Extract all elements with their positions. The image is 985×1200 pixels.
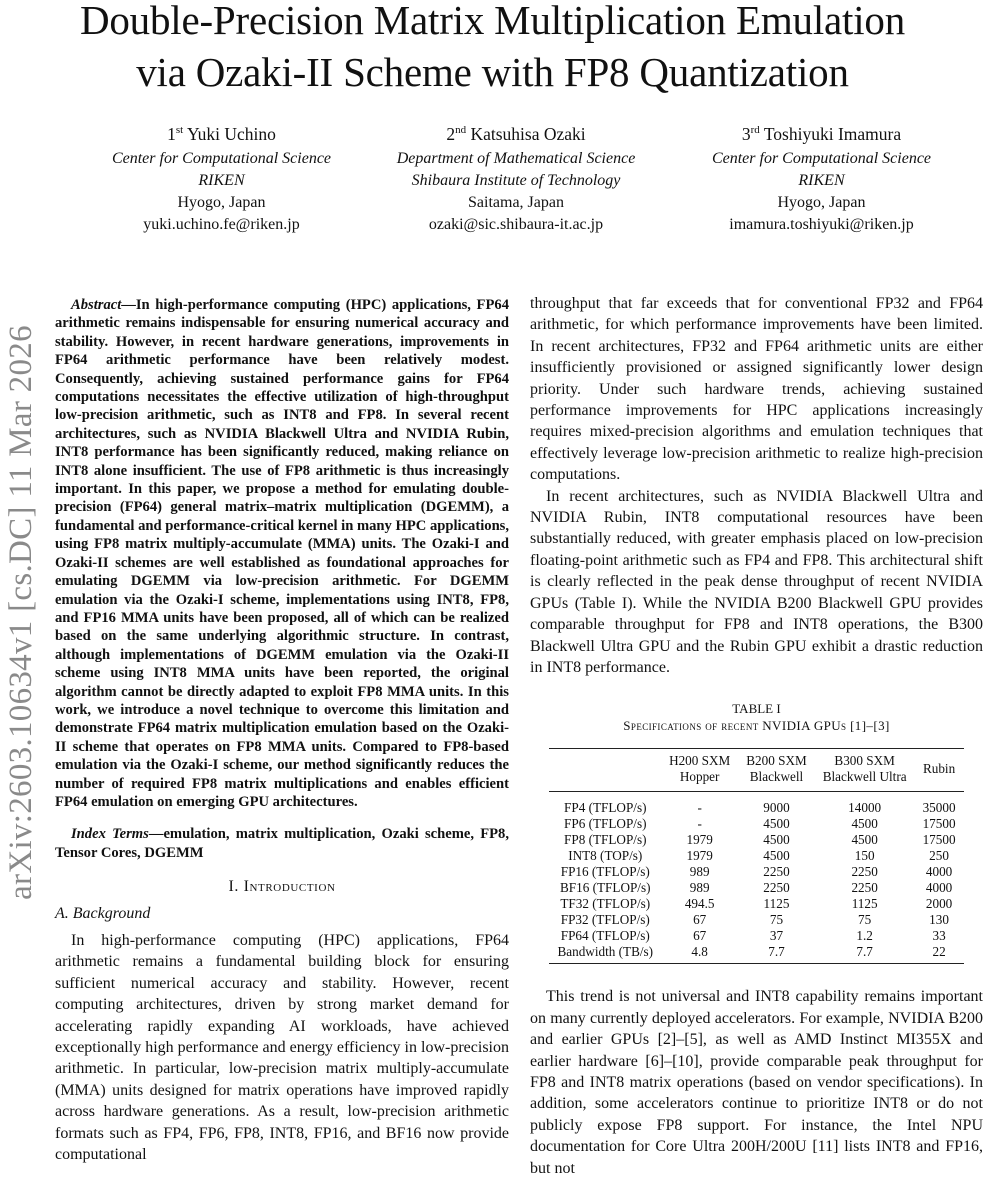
table-row-label: FP64 (TFLOP/s) [560, 928, 650, 944]
table-cell: 1979 [686, 832, 713, 848]
table-cell: 989 [689, 880, 710, 896]
table-row [549, 792, 963, 817]
table-cell: 989 [689, 864, 710, 880]
table-row [549, 864, 963, 880]
table-row-label: BF16 (TFLOP/s) [560, 880, 651, 896]
author-email: ozaki@sic.shibaura-it.ac.jp [428, 215, 604, 233]
author-3 [684, 116, 959, 236]
table-row-label: FP32 (TFLOP/s) [560, 912, 650, 928]
table-cell: - [697, 816, 702, 832]
table-row [549, 928, 963, 944]
author-name: Katsuhisa Ozaki [470, 123, 586, 144]
table-row [549, 944, 963, 964]
body-paragraph: In high-performance computing (HPC) applications, FP64 arithmetic remains a fundamental building block for ensuring sufficient numerical accuracy and stability. However, recent computing architectures, driven by strong market demand for accelerating rapidly expanding AI workloads, have achieved exceptionally high performance and energy efficiency in low-precision arithmetic. In particular, low-precision matrix multiply-accumulate (MMA) units designed for matrix operations have improved rapidly across hardware generations. As a result, low-precision arithmetic formats such as FP4, FP6, FP8, INT8, FP16, and BF16 now provide computational [55, 932, 509, 1164]
body-paragraph: In recent architectures, such as NVIDIA Blackwell Ultra and NVIDIA Rubin, INT8 computational resources have been substantially reduced, with greater emphasis placed on low-precision floating-point arithmetic such as FP4 and FP8. This architectural shift is clearly reflected in the peak dense throughput of recent NVIDIA GPUs (Table I). While the NVIDIA B200 Blackwell GPU provides comparable throughput for FP8 and INT8 operations, the B300 Blackwell Ultra GPU and the Rubin GPU exhibit a drastic reduction in INT8 performance. [530, 487, 983, 676]
table-cell: 75 [858, 912, 872, 928]
author-organization: Shibaura Institute of Technology [411, 171, 621, 189]
table-title: Specifications of recent NVIDIA GPUs [1]–[3] [623, 718, 890, 734]
arxiv-stamp [2, 288, 40, 936]
table-cell: 2250 [763, 880, 790, 896]
table-cell: 2250 [851, 864, 878, 880]
table-cell: 37 [769, 928, 784, 944]
specifications-table [549, 748, 963, 964]
body-paragraph: This trend is not universal and INT8 capability remains important on many currently deployed accelerators. For example, NVIDIA B200 and earlier GPUs [2]–[5], as well as AMD Instinct MI355X and earlier hardware [6]–[10], provide comparable peak throughput for FP8 and INT8 matrix operations (based on vendor specifications). In addition, some accelerators continue to prioritize INT8 or do not publicly expose FP8 support. For instance, the Intel NPU documentation for Core Ultra 200H/200U [11] lists INT8 and FP16, but not [530, 988, 983, 1177]
table-cell: 7.7 [856, 944, 873, 960]
table-cell: 130 [929, 912, 949, 928]
right-column [530, 293, 983, 1179]
index-terms-label: Index Terms [71, 826, 149, 843]
table-cell: 17500 [922, 832, 956, 848]
body-paragraph: throughput that far exceeds that for conventional FP32 and FP64 arithmetic, for which performance improvements have been limited. In recent architectures, FP32 and FP64 arithmetic units are either insufficiently provisioned or assigned significantly lower design priority. Under such hardware trends, achieving sustained performance improvements for HPC applications increasingly requires mixed-precision algorithms and emulation techniques that effectively leverage low-precision arithmetic to realize high-precision computations. [530, 295, 983, 484]
author-department: Center for Computational Science [111, 149, 332, 167]
table-cell: 4000 [925, 864, 953, 880]
table-header-cell: B300 SXM Blackwell Ultra [822, 753, 907, 785]
author-2 [366, 116, 666, 236]
author-ordinal: 1 [167, 123, 176, 144]
table-header-row [549, 749, 963, 792]
table-cell: 250 [929, 848, 949, 864]
table-cell: 1.2 [856, 928, 873, 944]
table-body [549, 792, 963, 964]
author-ordinal: 3 [741, 123, 751, 144]
table-cell: 17500 [922, 816, 956, 832]
table-cell: 4500 [763, 816, 790, 832]
author-email: imamura.toshiyuki@riken.jp [729, 215, 914, 233]
abstract-label: Abstract [71, 297, 122, 313]
abstract-text: —In high-performance computing (HPC) applications, FP64 arithmetic remains indispensable for ensuring numerical accuracy and stability. However, in recent hardware generations, improvements in FP64 arithmetic performance have been relatively modest. Consequently, achieving sustained performance gains for FP64 computations necessitates the effective utilization of high-throughput low-precision arithmetic, such as INT8 and FP8. In several recent architectures, such as NVIDIA Blackwell Ultra and NVIDIA Rubin, INT8 performance has been significantly reduced, making reliance on INT8 alone insufficient. The use of FP8 arithmetic is thus increasingly important. In this paper, we propose a method for emulating double-precision (FP64) general matrix–matrix multiplication (DGEMM), a fundamental and performance-critical kernel in many HPC applications, using FP8 matrix multiply-accumulate (MMA) units. The Ozaki-I and Ozaki-II schemes are well established as foundational approaches for emulating DGEMM via low-precision arithmetic. For DGEMM emulation via the Ozaki-I scheme, implementations using INT8, FP8, and FP16 MMA units have been proposed, all of which can be realized based on the same underlying algorithmic structure. In contrast, although implementations of DGEMM emulation via the Ozaki-II scheme using INT8 MMA units have been reported, the original algorithm cannot be directly adapted to exploit FP8 MMA units. In this work, we introduce a novel technique to overcome this limitation and demonstrate FP64 matrix multiplication emulation based on the Ozaki-II scheme that operates on FP8 MMA units. Compared to FP8-based emulation via the Ozaki-I scheme, our method significantly reduces the number of required FP8 matrix multiplications and enables efficient FP64 emulation on emerging GPU architectures. [55, 297, 510, 810]
table-cell: 4500 [763, 848, 790, 864]
author-email: yuki.uchino.fe@riken.jp [143, 215, 300, 233]
table-cell: 1979 [686, 848, 713, 864]
table-cell: 150 [854, 848, 875, 864]
author-department: Center for Computational Science [711, 149, 932, 167]
table-cell: 67 [693, 928, 707, 944]
table-cell: 4000 [925, 880, 953, 896]
subsection-heading: A. Background [55, 904, 151, 922]
table-row-label: FP16 (TFLOP/s) [560, 864, 650, 880]
title-line-2: via Ozaki-II Scheme with FP8 Quantization [136, 49, 849, 95]
section-heading: I. Introduction [228, 878, 336, 896]
table-cell: 22 [932, 944, 946, 960]
index-terms-text: —emulation, matrix multiplication, Ozaki scheme, FP8, Tensor Cores, DGEMM [55, 826, 509, 861]
table-cell: 2000 [925, 896, 953, 912]
table-row-label: INT8 (TOP/s) [568, 848, 643, 864]
table-cell: 9000 [763, 800, 790, 816]
author-location: Hyogo, Japan [177, 193, 266, 211]
table-row [549, 896, 963, 912]
table-cell: 2250 [763, 864, 790, 880]
author-location: Hyogo, Japan [777, 193, 866, 211]
table-cell: 14000 [848, 800, 882, 816]
table-cell: 33 [932, 928, 946, 944]
index-terms [55, 825, 509, 862]
table-row-label: FP4 (TFLOP/s) [564, 800, 647, 816]
table-cell: 67 [693, 912, 707, 928]
table-number: TABLE I [732, 701, 781, 717]
author-department: Department of Mathematical Science [396, 149, 636, 167]
table-cell: 1125 [851, 896, 878, 912]
author-ordinal-suffix: rd [750, 124, 760, 136]
table-header-cell: H200 SXM Hopper [669, 753, 731, 785]
author-organization: RIKEN [198, 171, 245, 189]
table-row-label: FP8 (TFLOP/s) [564, 832, 647, 848]
table-header-cell: Rubin [922, 761, 956, 777]
table-cell: - [697, 800, 702, 816]
title-line-1: Double-Precision Matrix Multiplication Emulation [79, 0, 906, 43]
table-row [549, 816, 963, 832]
table-header-cell: B200 SXM Blackwell [746, 753, 807, 785]
table-cell: 1125 [763, 896, 790, 912]
author-name: Yuki Uchino [186, 123, 276, 144]
table-row [549, 880, 963, 896]
left-column [55, 296, 509, 1165]
table-cell: 494.5 [684, 896, 715, 912]
author-ordinal-suffix: nd [455, 124, 467, 136]
author-ordinal: 2 [446, 123, 456, 144]
author-organization: RIKEN [798, 171, 845, 189]
paper-title [0, 0, 985, 98]
author-ordinal-suffix: st [175, 124, 184, 136]
table-row-label: Bandwidth (TB/s) [557, 944, 654, 960]
author-1 [84, 116, 359, 236]
table-cell: 4500 [763, 832, 790, 848]
table-cell: 35000 [922, 800, 956, 816]
abstract [55, 296, 509, 811]
table-cell: 75 [769, 912, 784, 928]
author-name: Toshiyuki Imamura [763, 123, 902, 144]
table-row-label: TF32 (TFLOP/s) [560, 896, 651, 912]
author-location: Saitama, Japan [468, 193, 564, 211]
table-row [549, 848, 963, 864]
table-row [549, 832, 963, 848]
table-cell: 2250 [851, 880, 878, 896]
table-header-cell [549, 749, 661, 792]
table-cell: 7.7 [768, 944, 785, 960]
table-cell: 4500 [851, 816, 878, 832]
table-row [549, 912, 963, 928]
arxiv-identifier: arXiv:2603.10634v1 [cs.DC] 11 Mar 2026 [2, 324, 39, 900]
table-caption [530, 700, 983, 734]
table-cell: 4.8 [691, 944, 708, 960]
table-row-label: FP6 (TFLOP/s) [564, 816, 647, 832]
table-cell: 4500 [851, 832, 878, 848]
